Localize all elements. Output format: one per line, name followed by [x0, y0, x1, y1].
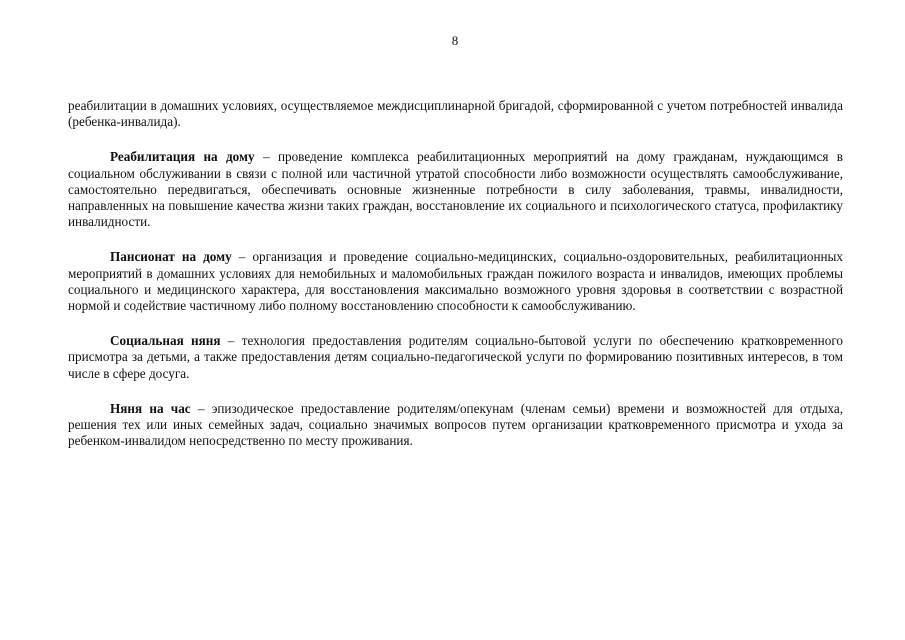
term-home-boarding: Пансионат на дому — [110, 249, 232, 265]
term-social-nanny: Социальная няня — [110, 333, 221, 349]
term-dash: – — [231, 249, 253, 265]
paragraph-text: реабилитации в домашних условиях, осуществляемое междисциплинарной бригадой, сформированной с учетом потребностей инвалида (ребенка-инвалида). — [68, 98, 843, 130]
paragraph-home-boarding — [68, 249, 843, 314]
paragraph-continuation — [68, 98, 843, 130]
document-body — [68, 98, 843, 468]
paragraph-home-rehabilitation — [68, 149, 843, 230]
term-dash: – — [254, 149, 278, 165]
paragraph-text: технология предоставления родителям социально-бытовой услуги по обеспечению кратковременного присмотра за детьми, а также предоставления детям социально-педагогической услуги по формированию позитивных интересов, в том числе в сфере досуга. — [68, 333, 843, 381]
term-nanny-per-hour: Няня на час — [110, 400, 191, 416]
page-number: 8 — [451, 33, 459, 48]
paragraph-nanny-per-hour — [68, 401, 843, 450]
term-dash: – — [220, 333, 242, 349]
paragraph-text: эпизодическое предоставление родителям/опекунам (членам семьи) времени и возможностей для отдыха, решения тех или иных семейных задач, социально значимых вопросов путем организации кратковременного присмотра и ухода за ребенком-инвалидом непосредственно по месту проживания. — [68, 400, 844, 449]
term-dash: – — [190, 400, 212, 416]
paragraph-text: организация и проведение социально-медицинских, социально-оздоровительных, реабилитационных мероприятий в домашних условиях для немобильных и маломобильных граждан пожилого возраста и инвалидов, имеющих проблемы социального и медицинского характера, для восстановления максимально возможного уровня здоровья в соответствии с возрастной нормой и содействие частичному либо полному восстановлению способности к самообслуживанию. — [68, 249, 844, 314]
paragraph-social-nanny — [68, 333, 843, 382]
term-home-rehabilitation: Реабилитация на дому — [110, 149, 255, 165]
paragraph-text: проведение комплекса реабилитационных мероприятий на дому гражданам, нуждающимся в социальном обслуживании в связи с полной или частичной утратой способности либо возможности осуществлять самообслуживание, самостоятельно передвигаться, обеспечивать основные жизненные потребности в силу заболевания, травмы, инвалидности, направленных на повышение качества жизни таких граждан, восстановление их социального и психологического статуса, профилактику инвалидности. — [68, 149, 843, 230]
